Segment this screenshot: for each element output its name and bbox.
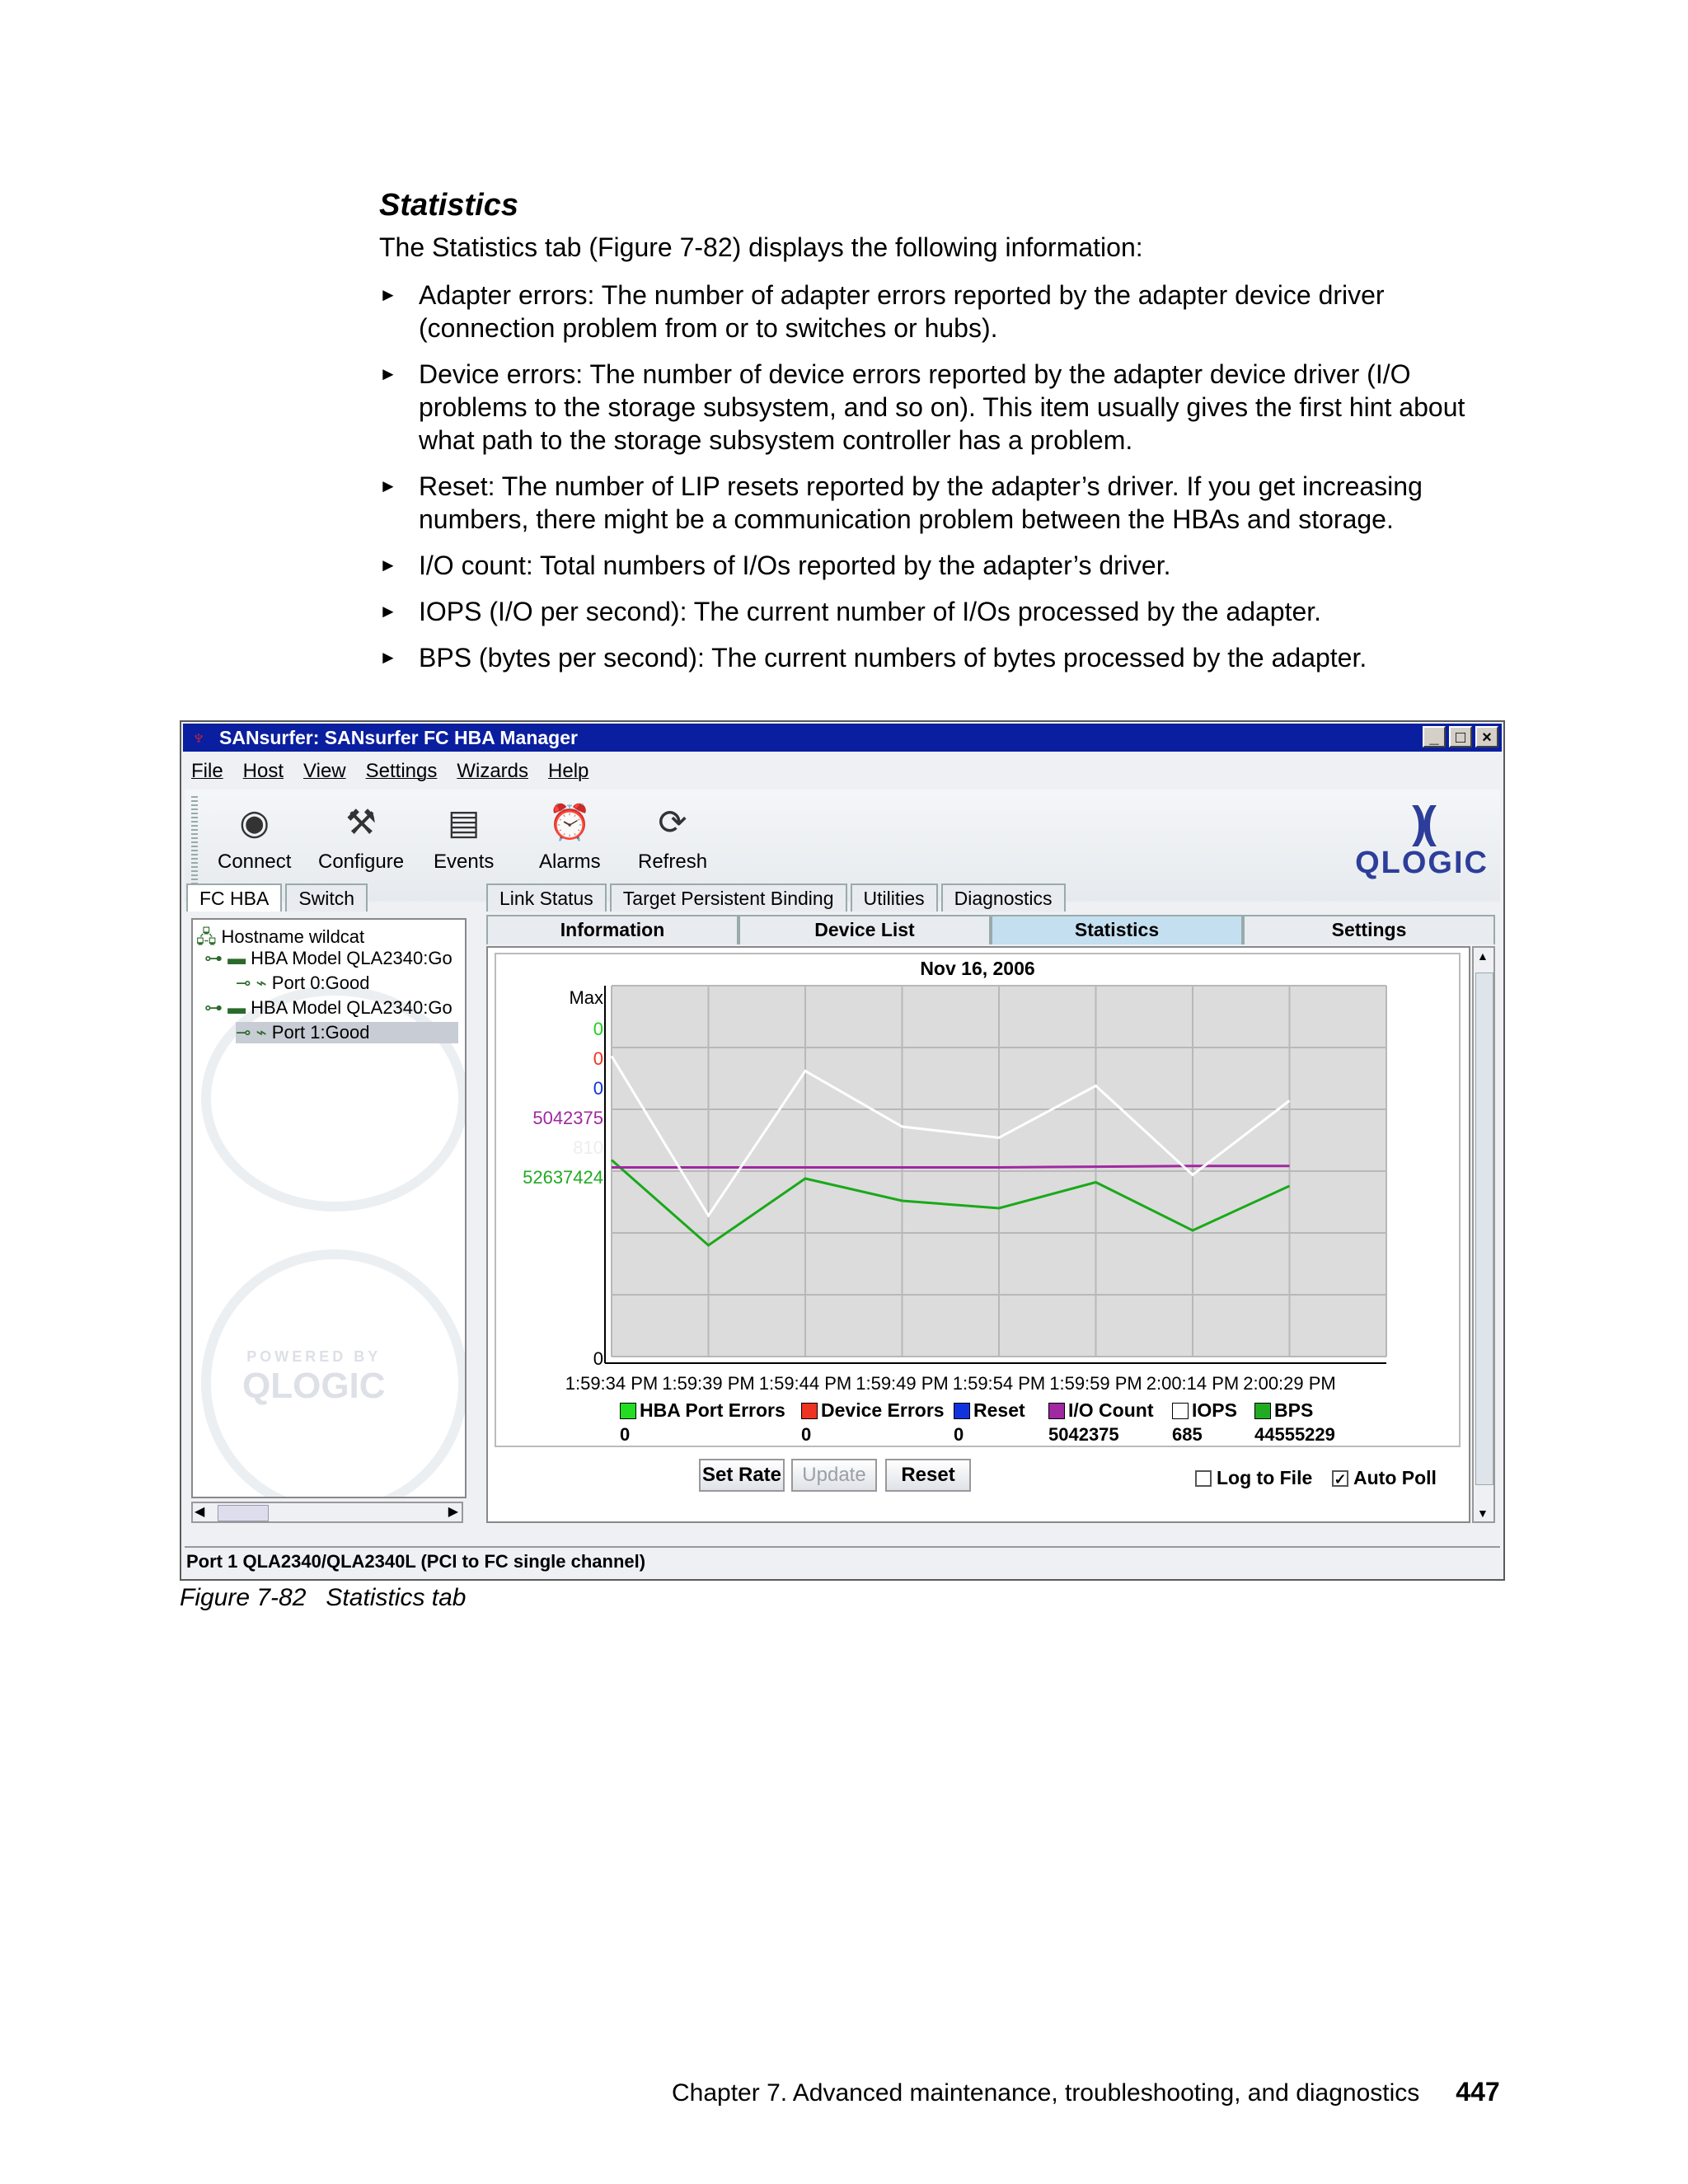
legend-swatch xyxy=(1172,1403,1189,1419)
legend-label: Device Errors xyxy=(821,1399,945,1421)
watermark-logo: POWERED BY QLOGIC xyxy=(242,1348,386,1406)
footer-chapter: Chapter 7. Advanced maintenance, troubleshooting, and diagnostics xyxy=(672,2079,1420,2107)
legend-label: BPS xyxy=(1274,1399,1314,1421)
legend-value: 0 xyxy=(620,1424,631,1445)
legend-swatch xyxy=(1254,1403,1271,1419)
content-vertical-scrollbar[interactable] xyxy=(1472,946,1495,1523)
window-title: SANsurfer: SANsurfer FC HBA Manager xyxy=(219,727,578,748)
legend-label: IOPS xyxy=(1192,1399,1237,1421)
page-number: 447 xyxy=(1456,2077,1500,2107)
y-scale-label: 0 xyxy=(593,1048,603,1069)
intro-paragraph: The Statistics tab (Figure 7-82) displays the following information: xyxy=(379,232,1143,262)
minimize-button[interactable]: _ xyxy=(1423,726,1446,748)
tab-settings[interactable]: Settings xyxy=(1243,915,1495,944)
close-button[interactable]: × xyxy=(1475,726,1498,748)
hba-card-icon: ⊶ ▬ xyxy=(204,997,246,1018)
bullet-triangle-icon: ► xyxy=(379,284,397,305)
hba-tree xyxy=(191,918,467,1498)
connect-icon: ◉ xyxy=(239,803,270,841)
figure-caption: Figure 7-82 Statistics tab xyxy=(180,1584,467,1611)
x-tick-label: 2:00:14 PM xyxy=(1146,1373,1240,1394)
bullet-triangle-icon: ► xyxy=(379,363,397,384)
refresh-icon: ⟳ xyxy=(658,803,687,841)
legend-label: HBA Port Errors xyxy=(640,1399,785,1421)
legend-item xyxy=(1254,1399,1313,1422)
menu-wizards[interactable]: Wizards xyxy=(457,760,529,782)
legend-swatch xyxy=(801,1403,818,1419)
watermark-circle xyxy=(201,986,467,1212)
qlogic-mark-icon: )( xyxy=(1412,798,1432,847)
toolbar-grip[interactable] xyxy=(191,796,198,895)
reset-button[interactable]: Reset xyxy=(885,1459,971,1492)
hba-card-icon: ⊶ ▬ xyxy=(204,948,246,968)
connect-button[interactable]: ◉ Connect xyxy=(218,803,292,873)
bullet-triangle-icon: ► xyxy=(379,555,397,575)
x-tick-label: 1:59:59 PM xyxy=(1049,1373,1142,1394)
bullet-item: ► Reset: The number of LIP resets reported by the adapter’s driver. If you get increasing numbers, there might be a communication problem between the HBAs and storage. xyxy=(379,471,1423,534)
tree-hba-node[interactable]: ⊶ ▬ HBA Model QLA2340:Go xyxy=(204,948,452,968)
auto-poll-checkbox[interactable]: ✓ Auto Poll xyxy=(1332,1467,1437,1489)
tab-statistics[interactable]: Statistics xyxy=(991,915,1243,944)
legend-item xyxy=(954,1399,1025,1422)
chart-title: Nov 16, 2006 xyxy=(920,958,1035,979)
tab-target-persistent-binding[interactable]: Target Persistent Binding xyxy=(610,883,847,912)
x-tick-label: 1:59:44 PM xyxy=(758,1373,852,1394)
legend-value: 0 xyxy=(954,1424,964,1445)
refresh-button[interactable]: ⟳ Refresh xyxy=(638,803,708,873)
menu-bar xyxy=(191,760,588,783)
app-icon: ♆ xyxy=(191,727,206,749)
legend-label: Reset xyxy=(973,1399,1025,1421)
section-heading: Statistics xyxy=(379,188,518,223)
scroll-left-icon[interactable]: ◀ xyxy=(195,1505,205,1519)
legend-value: 0 xyxy=(801,1424,812,1445)
title-bar[interactable] xyxy=(183,724,1502,752)
y-scale-label: 0 xyxy=(593,1078,603,1099)
left-panel xyxy=(186,883,473,1536)
checkmark-icon[interactable]: ✓ xyxy=(1332,1470,1348,1487)
legend-value: 685 xyxy=(1172,1424,1203,1445)
status-bar: Port 1 QLA2340/QLA2340L (PCI to FC single channel) xyxy=(185,1546,1500,1576)
statistics-chart xyxy=(495,953,1461,1447)
legend-item xyxy=(1048,1399,1153,1422)
tab-utilities[interactable]: Utilities xyxy=(851,883,938,912)
menu-host[interactable]: Host xyxy=(242,760,284,782)
scroll-thumb[interactable] xyxy=(1475,972,1493,1485)
scroll-right-icon[interactable]: ▶ xyxy=(448,1505,458,1519)
y-scale-label: Max xyxy=(569,987,603,1008)
set-rate-button[interactable]: Set Rate xyxy=(699,1459,785,1492)
legend-item xyxy=(1172,1399,1237,1422)
tab-diagnostics[interactable]: Diagnostics xyxy=(941,883,1066,912)
y-scale-label: 0 xyxy=(593,1348,603,1369)
tab-link-status[interactable]: Link Status xyxy=(486,883,607,912)
port-icon: ⊸ ⌁ xyxy=(236,972,267,993)
bullet-triangle-icon: ► xyxy=(379,647,397,668)
bullet-list xyxy=(379,279,1517,687)
tab-fc-hba[interactable]: FC HBA xyxy=(186,883,282,912)
bullet-triangle-icon: ► xyxy=(379,601,397,621)
tab-switch[interactable]: Switch xyxy=(285,883,368,912)
qlogic-logo: )( QLOGIC xyxy=(1355,798,1489,880)
y-scale-label: 52637424 xyxy=(523,1167,603,1188)
legend-item xyxy=(620,1399,785,1422)
right-panel xyxy=(486,883,1497,1536)
events-button[interactable]: ▤ Events xyxy=(434,803,495,873)
x-tick-label: 1:59:54 PM xyxy=(952,1373,1046,1394)
bullet-item: ► Device errors: The number of device errors reported by the adapter device driver (I/O problems to the storage subsystem, and so on). This item usually gives the first hint about what path to the storage subsystem controller has a problem. xyxy=(379,359,1465,455)
log-to-file-checkbox[interactable]: Log to File xyxy=(1195,1467,1312,1489)
sansurfer-window xyxy=(180,720,1505,1581)
y-scale-label: 810 xyxy=(573,1137,603,1158)
menu-file[interactable]: File xyxy=(191,760,223,782)
x-tick-label: 2:00:29 PM xyxy=(1243,1373,1336,1394)
checkbox-box[interactable] xyxy=(1195,1470,1212,1487)
legend-value: 44555229 xyxy=(1254,1424,1335,1445)
legend-swatch xyxy=(954,1403,970,1419)
menu-help[interactable]: Help xyxy=(548,760,589,782)
bullet-item: ► Adapter errors: The number of adapter errors reported by the adapter device driver (connection problem from or to switches or hubs). xyxy=(379,280,1385,343)
legend-swatch xyxy=(620,1403,636,1419)
x-tick-label: 1:59:49 PM xyxy=(856,1373,949,1394)
y-scale-label: 5042375 xyxy=(532,1108,603,1128)
scroll-down-icon[interactable]: ▼ xyxy=(1477,1507,1489,1520)
bullet-item: ► IOPS (I/O per second): The current number of I/Os processed by the adapter. xyxy=(379,597,1322,626)
tree-hba-node[interactable]: ⊶ ▬ HBA Model QLA2340:Go xyxy=(204,997,452,1018)
legend-swatch xyxy=(1048,1403,1065,1419)
port-icon: ⊸ ⌁ xyxy=(236,1022,267,1043)
menu-view[interactable]: View xyxy=(303,760,346,782)
x-tick-label: 1:59:39 PM xyxy=(662,1373,755,1394)
tree-host-node[interactable]: 🖧 Hostname wildcat xyxy=(196,926,365,947)
update-button[interactable]: Update xyxy=(791,1459,877,1492)
menu-settings[interactable]: Settings xyxy=(365,760,438,782)
tree-port-node-selected[interactable]: ⊸ ⌁ Port 1:Good xyxy=(236,1022,458,1043)
tree-port-node[interactable]: ⊸ ⌁ Port 0:Good xyxy=(236,972,370,993)
configure-button[interactable]: ⚒ Configure xyxy=(318,803,405,873)
y-scale-label: 0 xyxy=(593,1019,603,1039)
x-tick-label: 1:59:34 PM xyxy=(565,1373,659,1394)
page-footer xyxy=(672,2077,1500,2107)
bullet-triangle-icon: ► xyxy=(379,476,397,496)
maximize-button[interactable]: □ xyxy=(1449,726,1472,748)
configure-tools-icon: ⚒ xyxy=(345,803,377,841)
legend-value: 5042375 xyxy=(1048,1424,1119,1445)
bullet-item: ► BPS (bytes per second): The current numbers of bytes processed by the adapter. xyxy=(379,643,1367,673)
scroll-thumb[interactable] xyxy=(218,1505,269,1521)
host-computer-icon: 🖧 xyxy=(196,926,217,947)
alarm-clock-icon: ⏰ xyxy=(548,803,592,841)
statistics-content xyxy=(486,946,1470,1523)
bullet-item: ► I/O count: Total numbers of I/Os reported by the adapter’s driver. xyxy=(379,551,1171,580)
chart-plot xyxy=(496,954,1459,1399)
events-document-icon: ▤ xyxy=(447,803,481,841)
legend-item xyxy=(801,1399,945,1422)
alarms-button[interactable]: ⏰ Alarms xyxy=(539,803,601,873)
tree-horizontal-scrollbar[interactable] xyxy=(191,1502,463,1523)
scroll-up-icon[interactable]: ▲ xyxy=(1477,949,1489,963)
tab-information[interactable]: Information xyxy=(486,915,738,944)
legend-label: I/O Count xyxy=(1068,1399,1154,1421)
tab-device-list[interactable]: Device List xyxy=(738,915,991,944)
